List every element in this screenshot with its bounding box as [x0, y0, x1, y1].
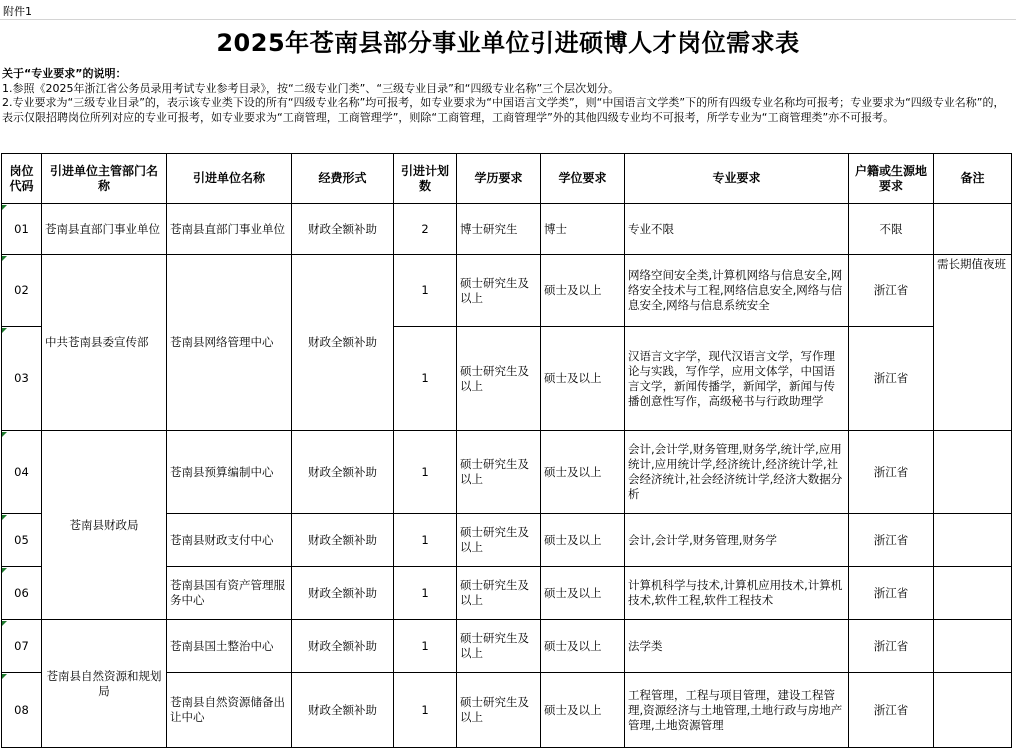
- cell-major: 汉语言文字学，现代汉语言文学，写作理论与实践，写作学，应用文体学，中国语言文学，新闻传播学，新闻学，新闻与传播创意性写作，高级秘书与行政助理学: [625, 327, 849, 431]
- header-degree: 学位要求: [541, 154, 625, 204]
- cell-major: 会计,会计学,财务管理,财务学,统计学,应用统计,应用统计学,经济统计,经济统计学,社会经济统计,社会经济统计学,经济大数据分析: [625, 431, 849, 514]
- cell-remark: [934, 514, 1012, 567]
- header-plan: 引进计划数: [394, 154, 457, 204]
- cell-major: 工程管理，工程与项目管理，建设工程管理,资源经济与土地管理,土地行政与房地产管理,土地资源管理: [625, 673, 849, 748]
- cell-code: 01: [2, 204, 42, 255]
- cell-remark: 需长期值夜班: [934, 255, 1012, 431]
- cell-edu: 硕士研究生及以上: [457, 327, 541, 431]
- cell-funding: 财政全额补助: [292, 567, 394, 620]
- cell-marker-icon: [2, 621, 7, 626]
- cell-plan: 1: [394, 673, 457, 748]
- cell-marker-icon: [2, 256, 7, 261]
- cell-edu: 硕士研究生及以上: [457, 673, 541, 748]
- cell-plan: 1: [394, 514, 457, 567]
- header-major: 专业要求: [625, 154, 849, 204]
- attachment-label: 附件1: [3, 5, 32, 18]
- cell-degree: 硕士及以上: [541, 255, 625, 327]
- cell-unit: 苍南县预算编制中心: [167, 431, 292, 514]
- cell-unit: 苍南县国有资产管理服务中心: [167, 567, 292, 620]
- table-row: [2, 620, 1012, 673]
- cell-unit: 苍南县财政支付中心: [167, 514, 292, 567]
- cell-degree: 硕士及以上: [541, 673, 625, 748]
- cell-remark: [934, 204, 1012, 255]
- cell-major: 法学类: [625, 620, 849, 673]
- cell-funding: 财政全额补助: [292, 673, 394, 748]
- cell-edu: 硕士研究生及以上: [457, 514, 541, 567]
- cell-plan: 1: [394, 567, 457, 620]
- header-unit: 引进单位名称: [167, 154, 292, 204]
- cell-marker-icon: [2, 568, 7, 573]
- cell-marker-icon: [2, 432, 7, 437]
- cell-edu: 博士研究生: [457, 204, 541, 255]
- cell-unit: 苍南县国土整治中心: [167, 620, 292, 673]
- cell-plan: 1: [394, 620, 457, 673]
- cell-unit: 苍南县网络管理中心: [167, 255, 292, 431]
- page-title: 2025年苍南县部分事业单位引进硕博人才岗位需求表: [216, 29, 800, 57]
- cell-plan: 2: [394, 204, 457, 255]
- notes-line-1: 1.参照《2025年浙江省公务员录用考试专业参考目录》，按“二级专业门类”、“三级专业目录”和“四级专业名称”三个层次划分。: [2, 81, 620, 95]
- cell-remark: [934, 620, 1012, 673]
- notes-block: [2, 67, 1012, 125]
- cell-funding: 财政全额补助: [292, 514, 394, 567]
- header-remark: 备注: [934, 154, 1012, 204]
- cell-origin: 不限: [849, 204, 934, 255]
- cell-code: 08: [2, 673, 42, 748]
- cell-funding: 财政全额补助: [292, 431, 394, 514]
- notes-line-2: 2.专业要求为“三级专业目录”的，表示该专业类下设的所有“四级专业名称”均可报考，如专业要求为“中国语言文学类”，则“中国语言文学类”下的所有四级专业名称均可报考；专业要求为“四级专业名称”的，表示仅限招聘岗位所列对应的专业可报考，如专业要求为“工商管理，工商管理学”，则除“工商管理，工商管理学”外的其他四级专业均不可报考，所学专业为“工商管理类”亦不可报考。: [2, 96, 1005, 124]
- cell-degree: 博士: [541, 204, 625, 255]
- header-dept: 引进单位主管部门名称: [42, 154, 167, 204]
- cell-degree: 硕士及以上: [541, 431, 625, 514]
- cell-major: 网络空间安全类,计算机网络与信息安全,网络安全技术与工程,网络信息安全,网络与信息安全,网络与信息系统安全: [625, 255, 849, 327]
- cell-edu: 硕士研究生及以上: [457, 567, 541, 620]
- cell-degree: 硕士及以上: [541, 327, 625, 431]
- cell-funding: 财政全额补助: [292, 255, 394, 431]
- cell-unit: 苍南县直部门事业单位: [167, 204, 292, 255]
- cell-marker-icon: [2, 674, 7, 679]
- header-origin: 户籍或生源地要求: [849, 154, 934, 204]
- sheet-top-bar: [0, 0, 1016, 20]
- cell-dept: 苍南县直部门事业单位: [42, 204, 167, 255]
- requirements-table: [1, 153, 1012, 748]
- cell-code: 03: [2, 327, 42, 431]
- cell-code: 02: [2, 255, 42, 327]
- cell-plan: 1: [394, 431, 457, 514]
- notes-title: 关于“专业要求”的说明：: [2, 67, 127, 80]
- table-row: [2, 255, 1012, 327]
- cell-origin: 浙江省: [849, 514, 934, 567]
- cell-remark: [934, 567, 1012, 620]
- cell-degree: 硕士及以上: [541, 620, 625, 673]
- cell-code: 07: [2, 620, 42, 673]
- cell-origin: 浙江省: [849, 327, 934, 431]
- cell-origin: 浙江省: [849, 255, 934, 327]
- header-code: 岗位代码: [2, 154, 42, 204]
- cell-plan: 1: [394, 255, 457, 327]
- cell-major: 计算机科学与技术,计算机应用技术,计算机技术,软件工程,软件工程技术: [625, 567, 849, 620]
- cell-degree: 硕士及以上: [541, 567, 625, 620]
- cell-unit: 苍南县自然资源储备出让中心: [167, 673, 292, 748]
- cell-marker-icon: [2, 328, 7, 333]
- cell-remark: [934, 431, 1012, 514]
- table-row: [2, 431, 1012, 514]
- cell-dept: 苍南县财政局: [42, 431, 167, 620]
- table-row: [2, 204, 1012, 255]
- cell-origin: 浙江省: [849, 567, 934, 620]
- table-header-row: [2, 154, 1012, 204]
- cell-major: 会计,会计学,财务管理,财务学: [625, 514, 849, 567]
- cell-funding: 财政全额补助: [292, 620, 394, 673]
- cell-origin: 浙江省: [849, 673, 934, 748]
- cell-edu: 硕士研究生及以上: [457, 620, 541, 673]
- cell-funding: 财政全额补助: [292, 204, 394, 255]
- header-edu: 学历要求: [457, 154, 541, 204]
- cell-degree: 硕士及以上: [541, 514, 625, 567]
- cell-dept: 苍南县自然资源和规划局: [42, 620, 167, 748]
- cell-plan: 1: [394, 327, 457, 431]
- cell-marker-icon: [2, 515, 7, 520]
- cell-origin: 浙江省: [849, 431, 934, 514]
- cell-edu: 硕士研究生及以上: [457, 255, 541, 327]
- cell-code: 05: [2, 514, 42, 567]
- cell-edu: 硕士研究生及以上: [457, 431, 541, 514]
- cell-marker-icon: [2, 205, 7, 210]
- cell-dept: 中共苍南县委宣传部: [42, 255, 167, 431]
- cell-major: 专业不限: [625, 204, 849, 255]
- header-funding: 经费形式: [292, 154, 394, 204]
- cell-code: 04: [2, 431, 42, 514]
- cell-remark: [934, 673, 1012, 748]
- cell-code: 06: [2, 567, 42, 620]
- cell-origin: 浙江省: [849, 620, 934, 673]
